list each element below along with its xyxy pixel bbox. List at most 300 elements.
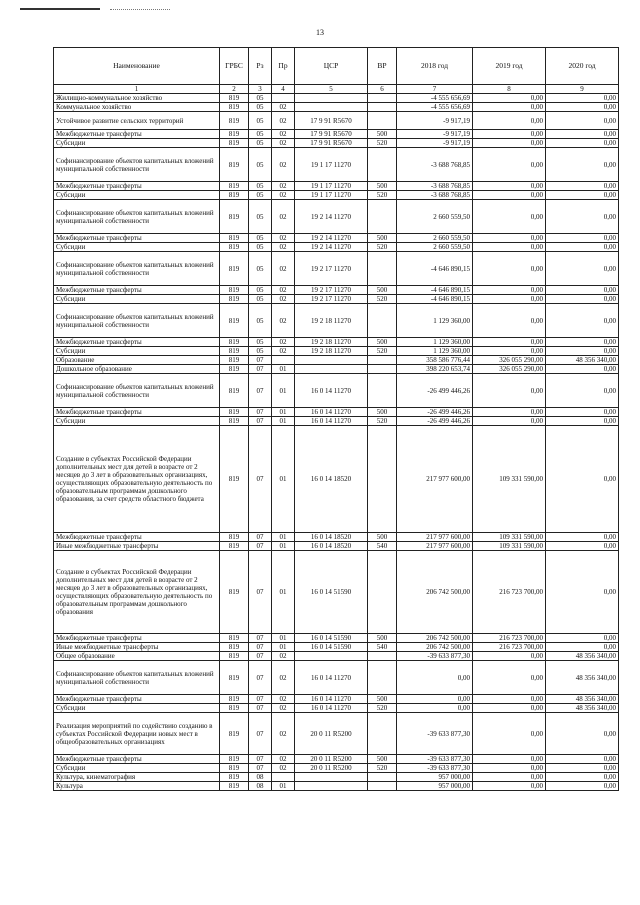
cell-2019: 0,00 — [473, 764, 546, 773]
cell-2020: 0,00 — [546, 94, 619, 103]
header-row — [54, 48, 619, 85]
cell-name: Культура, кинематография — [54, 773, 220, 782]
cell-grbs: 819 — [220, 652, 249, 661]
table-row — [54, 94, 619, 103]
cell-vr: 540 — [368, 542, 397, 551]
cell-vr: 500 — [368, 408, 397, 417]
cell-2019: 109 331 590,00 — [473, 542, 546, 551]
cell-pr: 02 — [272, 661, 295, 695]
cell-pr: 02 — [272, 652, 295, 661]
col-header-rz: Рз — [249, 48, 272, 85]
cell-grbs: 819 — [220, 704, 249, 713]
cell-vr: 520 — [368, 347, 397, 356]
cell-vr — [368, 365, 397, 374]
table-row — [54, 695, 619, 704]
cell-2018: 358 586 776,44 — [397, 356, 473, 365]
cell-grbs: 819 — [220, 773, 249, 782]
table-row — [54, 408, 619, 417]
cell-2020: 0,00 — [546, 243, 619, 252]
col-header-name: Наименование — [54, 48, 220, 85]
table-row — [54, 374, 619, 408]
cell-pr: 02 — [272, 295, 295, 304]
cell-2020: 0,00 — [546, 103, 619, 112]
cell-rz: 07 — [249, 374, 272, 408]
cell-2018: -4 555 656,69 — [397, 103, 473, 112]
table-row — [54, 112, 619, 130]
cell-pr: 02 — [272, 139, 295, 148]
cell-name: Дошкольное образование — [54, 365, 220, 374]
cell-2018: 0,00 — [397, 661, 473, 695]
cell-pr: 02 — [272, 252, 295, 286]
cell-name: Субсидии — [54, 191, 220, 200]
cell-rz: 07 — [249, 533, 272, 542]
cell-pr: 01 — [272, 365, 295, 374]
cell-name: Создание в субъектах Российской Федерации дополнительных мест для детей в возрасте от 2 месяцев до 3 лет в образовательных организациях, осуществляющих образовательную деятельность по образовательным программам дошкольного образования — [54, 551, 220, 634]
cell-pr: 02 — [272, 704, 295, 713]
cell-rz: 07 — [249, 408, 272, 417]
cell-2019: 0,00 — [473, 408, 546, 417]
cell-vr — [368, 103, 397, 112]
cell-vr: 500 — [368, 338, 397, 347]
cell-pr: 01 — [272, 533, 295, 542]
cell-rz: 05 — [249, 112, 272, 130]
cell-name: Жилищно-коммунальное хозяйство — [54, 94, 220, 103]
cell-rz: 05 — [249, 338, 272, 347]
cell-2018: 0,00 — [397, 704, 473, 713]
cell-rz: 05 — [249, 243, 272, 252]
cell-rz: 07 — [249, 634, 272, 643]
cell-2019: 109 331 590,00 — [473, 533, 546, 542]
cell-vr — [368, 112, 397, 130]
cell-csr: 16 0 14 11270 — [295, 695, 368, 704]
cell-2018: -3 688 768,85 — [397, 191, 473, 200]
cell-2019: 109 331 590,00 — [473, 426, 546, 533]
cell-grbs: 819 — [220, 243, 249, 252]
table-row — [54, 365, 619, 374]
cell-2018: -4 646 890,15 — [397, 295, 473, 304]
cell-name: Софинансирование объектов капитальных вложений муниципальной собственности — [54, 252, 220, 286]
cell-2019: 0,00 — [473, 234, 546, 243]
table-row — [54, 234, 619, 243]
cell-vr — [368, 374, 397, 408]
cell-csr: 16 0 14 18520 — [295, 426, 368, 533]
cell-pr: 02 — [272, 103, 295, 112]
cell-2018: -39 633 877,30 — [397, 652, 473, 661]
table-row — [54, 356, 619, 365]
cell-2018: 1 129 360,00 — [397, 304, 473, 338]
table-row — [54, 286, 619, 295]
cell-vr — [368, 252, 397, 286]
cell-vr: 520 — [368, 417, 397, 426]
cell-grbs: 819 — [220, 764, 249, 773]
cell-grbs: 819 — [220, 356, 249, 365]
cell-2020: 0,00 — [546, 417, 619, 426]
cell-csr — [295, 773, 368, 782]
cell-2020: 0,00 — [546, 182, 619, 191]
cell-2020: 48 356 340,00 — [546, 356, 619, 365]
cell-grbs: 819 — [220, 643, 249, 652]
cell-name: Субсидии — [54, 704, 220, 713]
cell-2019: 0,00 — [473, 200, 546, 234]
cell-2018: -9 917,19 — [397, 112, 473, 130]
cell-2019: 0,00 — [473, 103, 546, 112]
cell-pr: 02 — [272, 713, 295, 755]
cell-pr: 01 — [272, 417, 295, 426]
cell-vr: 500 — [368, 130, 397, 139]
cell-pr: 02 — [272, 130, 295, 139]
cell-pr: 02 — [272, 243, 295, 252]
cell-2020: 0,00 — [546, 234, 619, 243]
col-number: 5 — [295, 85, 368, 94]
cell-rz: 05 — [249, 148, 272, 182]
cell-2018: -39 633 877,30 — [397, 764, 473, 773]
cell-name: Реализация мероприятий по содействию созданию в субъектах Российской Федерации новых мест в общеобразовательных организациях — [54, 713, 220, 755]
cell-2018: 217 977 600,00 — [397, 533, 473, 542]
cell-csr: 16 0 14 18520 — [295, 542, 368, 551]
cell-name: Межбюджетные трансферты — [54, 130, 220, 139]
cell-grbs: 819 — [220, 148, 249, 182]
cell-2018: -4 555 656,69 — [397, 94, 473, 103]
cell-name: Софинансирование объектов капитальных вложений муниципальной собственности — [54, 304, 220, 338]
table-row — [54, 304, 619, 338]
cell-csr: 16 0 14 51590 — [295, 634, 368, 643]
cell-name: Иные межбюджетные трансферты — [54, 643, 220, 652]
cell-rz: 07 — [249, 713, 272, 755]
cell-2019: 0,00 — [473, 252, 546, 286]
cell-2018: -4 646 890,15 — [397, 286, 473, 295]
table-row — [54, 533, 619, 542]
cell-pr: 02 — [272, 182, 295, 191]
cell-grbs: 819 — [220, 755, 249, 764]
cell-name: Софинансирование объектов капитальных вложений муниципальной собственности — [54, 374, 220, 408]
cell-csr: 19 2 14 11270 — [295, 234, 368, 243]
cell-name: Иные межбюджетные трансферты — [54, 542, 220, 551]
cell-grbs: 819 — [220, 695, 249, 704]
cell-grbs: 819 — [220, 200, 249, 234]
cell-vr — [368, 661, 397, 695]
cell-2020: 0,00 — [546, 295, 619, 304]
cell-2018: 206 742 500,00 — [397, 634, 473, 643]
cell-2019: 0,00 — [473, 182, 546, 191]
cell-2019: 0,00 — [473, 130, 546, 139]
cell-csr: 19 2 18 11270 — [295, 347, 368, 356]
cell-2018: 957 000,00 — [397, 782, 473, 791]
cell-pr: 01 — [272, 426, 295, 533]
cell-2018: -26 499 446,26 — [397, 374, 473, 408]
cell-grbs: 819 — [220, 286, 249, 295]
cell-rz: 05 — [249, 130, 272, 139]
cell-2020: 0,00 — [546, 148, 619, 182]
table-row — [54, 713, 619, 755]
cell-pr: 02 — [272, 695, 295, 704]
cell-csr: 16 0 14 51590 — [295, 551, 368, 634]
cell-2020: 0,00 — [546, 764, 619, 773]
cell-pr: 02 — [272, 304, 295, 338]
cell-csr: 16 0 14 11270 — [295, 408, 368, 417]
cell-vr: 520 — [368, 704, 397, 713]
cell-rz: 07 — [249, 356, 272, 365]
cell-rz: 07 — [249, 417, 272, 426]
table-row — [54, 782, 619, 791]
cell-pr: 02 — [272, 338, 295, 347]
cell-2018: 0,00 — [397, 695, 473, 704]
table-row — [54, 426, 619, 533]
cell-rz: 07 — [249, 764, 272, 773]
cell-pr: 01 — [272, 408, 295, 417]
cell-rz: 05 — [249, 295, 272, 304]
cell-vr: 520 — [368, 191, 397, 200]
cell-csr: 19 1 17 11270 — [295, 148, 368, 182]
cell-grbs: 819 — [220, 139, 249, 148]
cell-2019: 326 055 290,00 — [473, 365, 546, 374]
cell-pr: 02 — [272, 112, 295, 130]
cell-name: Межбюджетные трансферты — [54, 695, 220, 704]
cell-pr: 01 — [272, 374, 295, 408]
cell-2019: 0,00 — [473, 661, 546, 695]
cell-grbs: 819 — [220, 338, 249, 347]
cell-grbs: 819 — [220, 182, 249, 191]
cell-grbs: 819 — [220, 661, 249, 695]
cell-2020: 48 356 340,00 — [546, 661, 619, 695]
cell-2020: 0,00 — [546, 191, 619, 200]
table-row — [54, 551, 619, 634]
table-row — [54, 103, 619, 112]
cell-csr — [295, 652, 368, 661]
cell-grbs: 819 — [220, 304, 249, 338]
cell-2020: 0,00 — [546, 426, 619, 533]
cell-rz: 07 — [249, 426, 272, 533]
cell-pr: 02 — [272, 286, 295, 295]
table-row — [54, 773, 619, 782]
col-number: 3 — [249, 85, 272, 94]
cell-grbs: 819 — [220, 112, 249, 130]
cell-rz: 07 — [249, 755, 272, 764]
cell-rz: 07 — [249, 365, 272, 374]
cell-2020: 0,00 — [546, 304, 619, 338]
cell-rz: 07 — [249, 643, 272, 652]
cell-name: Межбюджетные трансферты — [54, 182, 220, 191]
col-number: 8 — [473, 85, 546, 94]
cell-2019: 216 723 700,00 — [473, 634, 546, 643]
cell-name: Межбюджетные трансферты — [54, 634, 220, 643]
cell-grbs: 819 — [220, 408, 249, 417]
cell-name: Межбюджетные трансферты — [54, 533, 220, 542]
cell-2018: -26 499 446,26 — [397, 408, 473, 417]
cell-grbs: 819 — [220, 295, 249, 304]
cell-csr: 16 0 14 18520 — [295, 533, 368, 542]
table-row — [54, 764, 619, 773]
cell-vr: 500 — [368, 695, 397, 704]
cell-2019: 0,00 — [473, 695, 546, 704]
cell-name: Софинансирование объектов капитальных вложений муниципальной собственности — [54, 200, 220, 234]
cell-name: Софинансирование объектов капитальных вложений муниципальной собственности — [54, 148, 220, 182]
cell-csr: 16 0 14 11270 — [295, 417, 368, 426]
col-header-pr: Пр — [272, 48, 295, 85]
col-number: 4 — [272, 85, 295, 94]
cell-vr: 520 — [368, 243, 397, 252]
table-row — [54, 200, 619, 234]
cell-vr: 520 — [368, 764, 397, 773]
cell-vr — [368, 426, 397, 533]
table-row — [54, 661, 619, 695]
cell-vr — [368, 773, 397, 782]
cell-2018: 2 660 559,50 — [397, 234, 473, 243]
cell-name: Субсидии — [54, 295, 220, 304]
col-number: 9 — [546, 85, 619, 94]
cell-name: Создание в субъектах Российской Федерации дополнительных мест для детей в возрасте от 2 месяцев до 3 лет в образовательных организациях, осуществляющих образовательную деятельность по образовательным программам дошкольного образования, за счет средств областного бюджета — [54, 426, 220, 533]
cell-vr: 500 — [368, 755, 397, 764]
cell-csr: 19 2 14 11270 — [295, 200, 368, 234]
cell-2019: 0,00 — [473, 94, 546, 103]
cell-2019: 0,00 — [473, 295, 546, 304]
cell-2018: 957 000,00 — [397, 773, 473, 782]
col-number: 2 — [220, 85, 249, 94]
cell-2018: 217 977 600,00 — [397, 542, 473, 551]
cell-2020: 0,00 — [546, 643, 619, 652]
cell-pr: 01 — [272, 542, 295, 551]
cell-csr: 19 1 17 11270 — [295, 182, 368, 191]
cell-pr — [272, 356, 295, 365]
table-row — [54, 643, 619, 652]
cell-2020: 0,00 — [546, 200, 619, 234]
top-edge-dots — [110, 9, 170, 11]
cell-grbs: 819 — [220, 634, 249, 643]
table-row — [54, 252, 619, 286]
cell-csr: 19 2 14 11270 — [295, 243, 368, 252]
cell-2019: 0,00 — [473, 139, 546, 148]
cell-rz: 05 — [249, 234, 272, 243]
cell-grbs: 819 — [220, 252, 249, 286]
cell-csr: 19 2 17 11270 — [295, 286, 368, 295]
col-header-vr: ВР — [368, 48, 397, 85]
cell-pr: 01 — [272, 643, 295, 652]
cell-name: Софинансирование объектов капитальных вложений муниципальной собственности — [54, 661, 220, 695]
cell-vr: 520 — [368, 295, 397, 304]
cell-2019: 0,00 — [473, 374, 546, 408]
cell-vr: 500 — [368, 182, 397, 191]
page-number: 13 — [316, 28, 324, 37]
col-header-2020: 2020 год — [546, 48, 619, 85]
cell-name: Межбюджетные трансферты — [54, 234, 220, 243]
table-row — [54, 295, 619, 304]
cell-2020: 0,00 — [546, 408, 619, 417]
cell-2020: 0,00 — [546, 338, 619, 347]
table-row — [54, 652, 619, 661]
column-number-row — [54, 85, 619, 94]
cell-vr — [368, 356, 397, 365]
cell-2019: 0,00 — [473, 243, 546, 252]
top-edge-mark — [20, 8, 100, 10]
cell-pr: 02 — [272, 347, 295, 356]
cell-rz: 05 — [249, 94, 272, 103]
table-row — [54, 704, 619, 713]
cell-2018: 217 977 600,00 — [397, 426, 473, 533]
cell-2020: 48 356 340,00 — [546, 704, 619, 713]
cell-2020: 48 356 340,00 — [546, 695, 619, 704]
cell-2020: 0,00 — [546, 773, 619, 782]
cell-vr: 500 — [368, 234, 397, 243]
cell-vr: 540 — [368, 643, 397, 652]
cell-vr: 500 — [368, 634, 397, 643]
cell-2019: 0,00 — [473, 112, 546, 130]
cell-2020: 0,00 — [546, 139, 619, 148]
cell-name: Культура — [54, 782, 220, 791]
cell-name: Межбюджетные трансферты — [54, 408, 220, 417]
cell-vr — [368, 94, 397, 103]
cell-rz: 05 — [249, 103, 272, 112]
cell-2018: -3 688 768,85 — [397, 148, 473, 182]
cell-2020: 0,00 — [546, 130, 619, 139]
cell-grbs: 819 — [220, 713, 249, 755]
cell-2019: 326 055 290,00 — [473, 356, 546, 365]
table-row — [54, 139, 619, 148]
cell-rz: 07 — [249, 695, 272, 704]
cell-grbs: 819 — [220, 542, 249, 551]
cell-csr: 16 0 14 11270 — [295, 374, 368, 408]
col-header-grbs: ГРБС — [220, 48, 249, 85]
cell-csr: 17 9 91 R5670 — [295, 130, 368, 139]
cell-2018: 2 660 559,50 — [397, 200, 473, 234]
cell-2020: 0,00 — [546, 542, 619, 551]
cell-pr: 02 — [272, 764, 295, 773]
table-row — [54, 182, 619, 191]
cell-csr: 20 0 11 R5200 — [295, 755, 368, 764]
cell-name: Субсидии — [54, 139, 220, 148]
cell-2019: 0,00 — [473, 652, 546, 661]
cell-2018: -9 917,19 — [397, 139, 473, 148]
cell-name: Коммунальное хозяйство — [54, 103, 220, 112]
col-number: 1 — [54, 85, 220, 94]
cell-pr — [272, 773, 295, 782]
cell-2020: 0,00 — [546, 755, 619, 764]
cell-2020: 0,00 — [546, 365, 619, 374]
cell-grbs: 819 — [220, 374, 249, 408]
cell-pr — [272, 94, 295, 103]
cell-2019: 0,00 — [473, 773, 546, 782]
cell-csr: 16 0 14 51590 — [295, 643, 368, 652]
cell-2018: -39 633 877,30 — [397, 755, 473, 764]
cell-name: Межбюджетные трансферты — [54, 338, 220, 347]
cell-csr: 19 2 18 11270 — [295, 338, 368, 347]
cell-2020: 0,00 — [546, 286, 619, 295]
col-number: 7 — [397, 85, 473, 94]
cell-rz: 05 — [249, 304, 272, 338]
cell-rz: 05 — [249, 347, 272, 356]
cell-2019: 0,00 — [473, 338, 546, 347]
cell-2020: 0,00 — [546, 347, 619, 356]
cell-rz: 05 — [249, 191, 272, 200]
cell-name: Субсидии — [54, 764, 220, 773]
table-row — [54, 755, 619, 764]
cell-2019: 0,00 — [473, 782, 546, 791]
cell-rz: 05 — [249, 252, 272, 286]
cell-rz: 07 — [249, 704, 272, 713]
cell-2019: 0,00 — [473, 148, 546, 182]
cell-2018: -39 633 877,30 — [397, 713, 473, 755]
cell-2020: 0,00 — [546, 782, 619, 791]
table-row — [54, 338, 619, 347]
cell-rz: 07 — [249, 652, 272, 661]
cell-name: Субсидии — [54, 417, 220, 426]
cell-vr: 520 — [368, 139, 397, 148]
cell-2020: 0,00 — [546, 634, 619, 643]
cell-rz: 07 — [249, 551, 272, 634]
table-row — [54, 542, 619, 551]
cell-name: Межбюджетные трансферты — [54, 286, 220, 295]
cell-pr: 01 — [272, 634, 295, 643]
cell-2020: 0,00 — [546, 374, 619, 408]
cell-csr — [295, 103, 368, 112]
